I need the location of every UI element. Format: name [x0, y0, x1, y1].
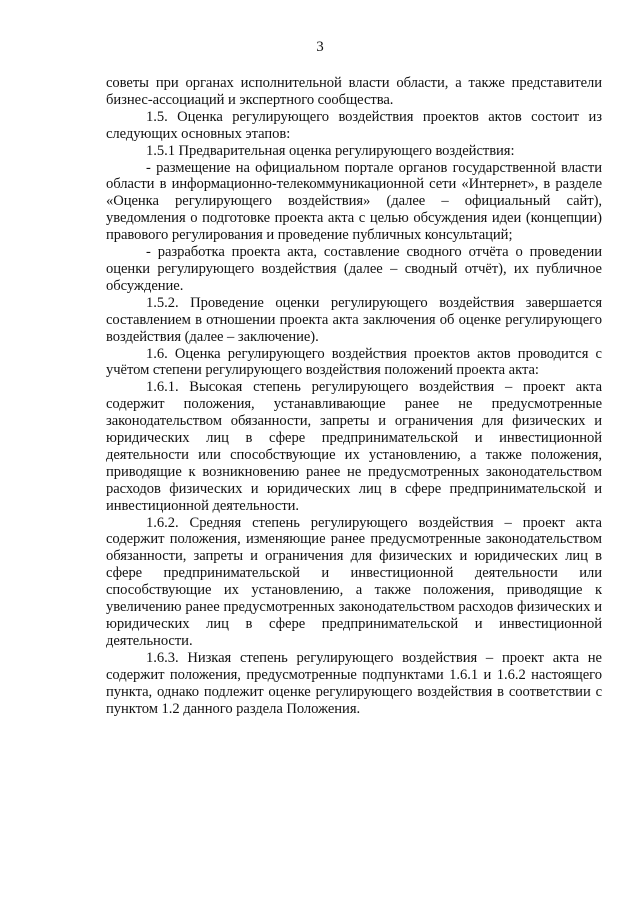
document-body [106, 75, 602, 717]
paragraph-1-5-2: 1.5.2. Проведение оценки регулирующего воздействия завершается составлением в отношении проекта акта заключения об оценке регулирующего воздействия (далее – заключение). [106, 294, 602, 345]
list-item-publication: - размещение на официальном портале органов государственной власти области в информационно-телекоммуникационной сети «Интернет», в разделе «Оценка регулирующего воздействия» (далее – официальный сайт), уведомления о подготовке проекта акта с целью обсуждения идеи (концепции) правового регулирования и проведение публичных консультаций; [106, 159, 602, 244]
page-number: 3 [316, 39, 324, 55]
paragraph-1-6-3: 1.6.3. Низкая степень регулирующего воздействия – проект акта не содержит положения, предусмотренные подпунктами 1.6.1 и 1.6.2 настоящего пункта, однако подлежит оценке регулирующего воздействия в соответствии с пунктом 1.2 данного раздела Положения. [106, 649, 602, 717]
paragraph-1-6: 1.6. Оценка регулирующего воздействия проектов актов проводится с учётом степени регулирующего воздействия положений проекта акта: [106, 345, 602, 379]
paragraph-1-5-1: 1.5.1 Предварительная оценка регулирующего воздействия: [146, 142, 515, 159]
paragraph-1-6-1: 1.6.1. Высокая степень регулирующего воздействия – проект акта содержит положения, устанавливающие ранее не предусмотренные законодательством обязанности, запреты и ограничения для физических и юридических лиц в сфере предпринимательской и инвестиционной деятельности или способствующие их установлению, а также положения, приводящие к возникновению ранее не предусмотренных законодательством расходов физических и юридических лиц в сфере предпринимательской и инвестиционной деятельности. [106, 379, 602, 514]
paragraph-1-5: 1.5. Оценка регулирующего воздействия проектов актов состоит из следующих основных этапов: [106, 108, 602, 142]
list-item-development: - разработка проекта акта, составление сводного отчёта о проведении оценки регулирующего воздействия (далее – сводный отчёт), их публичное обсуждение. [106, 244, 602, 294]
paragraph-continuation: советы при органах исполнительной власти области, а также представители бизнес-ассоциаций и экспертного сообщества. [106, 75, 602, 108]
paragraph-1-6-2: 1.6.2. Средняя степень регулирующего воздействия – проект акта содержит положения, изменяющие ранее предусмотренные законодательством обязанности, запреты и ограничения для физических и юридических лиц в сфере предпринимательской и инвестиционной деятельности или способствующие их установлению, а также положения, приводящие к увеличению ранее предусмотренных законодательством расходов физических и юридических лиц в сфере предпринимательской и инвестиционной деятельности. [106, 514, 602, 649]
